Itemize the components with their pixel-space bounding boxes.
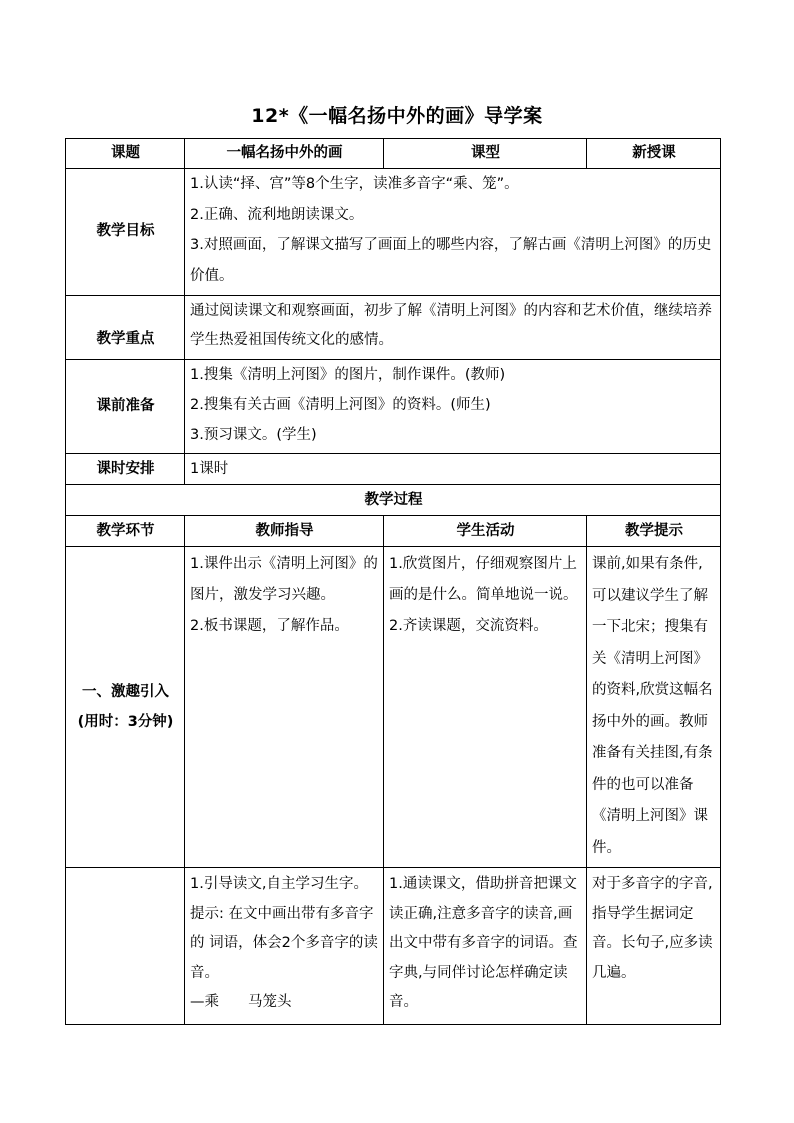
stage-cell — [66, 547, 185, 868]
stage-cell — [66, 868, 185, 1025]
tip-cell: 对于多音字的字音,指导学生据词定音。长句子,应多读几遍。 — [587, 868, 721, 1025]
teacher-item: 1.引导读文,自主学习生字。 — [190, 876, 368, 892]
student-item: 1.通读课文，借助拼音把课文读正确,注意多音字的读音,画出文中带有多音字的词语。查字典,与同伴讨论怎样确定读音。 — [389, 876, 578, 1010]
teacher-cell — [185, 868, 384, 1025]
stage-name: 一、激趣引入 — [82, 683, 169, 700]
student-cell — [384, 868, 587, 1025]
goals-row — [66, 169, 721, 296]
prep-row — [66, 360, 721, 454]
column-teacher: 教师指导 — [185, 516, 384, 547]
lesson-plan-table — [65, 138, 721, 1025]
goal-item: 2.正确、流利地朗读课文。 — [190, 206, 364, 223]
prep-cell — [185, 360, 721, 454]
stage-time: (用时：3分钟) — [77, 713, 174, 730]
process-header: 教学过程 — [66, 485, 721, 516]
process-header-row — [66, 485, 721, 516]
prep-item: 2.搜集有关古画《清明上河图》的资料。(师生) — [190, 397, 491, 413]
student-cell — [384, 547, 587, 868]
type-label: 课型 — [384, 139, 587, 169]
column-stage: 教学环节 — [66, 516, 185, 547]
topic-label: 课题 — [66, 139, 185, 169]
process-row — [66, 868, 721, 1025]
topic-row — [66, 139, 721, 169]
student-item: 2.齐读课题，交流资料。 — [389, 618, 548, 634]
student-item: 1.欣赏图片，仔细观察图片上画的是什么。简单地说一说。 — [389, 556, 578, 603]
column-tip: 教学提示 — [587, 516, 721, 547]
teacher-item: 提示: 在文中画出带有多音字的 词语，体会2个多音字的读音。 — [190, 905, 378, 981]
prep-item: 3.预习课文。(学生) — [190, 427, 317, 443]
teacher-item: 2.板书课题，了解作品。 — [190, 618, 349, 634]
teacher-item: —乘 马笼头 — [190, 994, 292, 1010]
goal-item: 3.对照画面，了解课文描写了画面上的哪些内容，了解古画《清明上河图》的历史价值。 — [190, 237, 712, 284]
prep-item: 1.搜集《清明上河图》的图片，制作课件。(教师) — [190, 367, 506, 383]
page-title: 12*《一幅名扬中外的画》导学案 — [251, 105, 543, 127]
focus-text: 通过阅读课文和观察画面，初步了解《清明上河图》的内容和艺术价值，继续培养学生热爱祖国传统文化的感情。 — [185, 296, 721, 360]
goals-label: 教学目标 — [66, 169, 185, 296]
type-value: 新授课 — [587, 139, 721, 169]
teacher-item: 1.课件出示《清明上河图》的图片，激发学习兴趣。 — [190, 556, 378, 603]
process-row — [66, 547, 721, 868]
teacher-cell — [185, 547, 384, 868]
time-row — [66, 454, 721, 485]
time-value: 1课时 — [185, 454, 721, 485]
time-label: 课时安排 — [66, 454, 185, 485]
tip-cell: 课前,如果有条件,可以建议学生了解一下北宋；搜集有关《清明上河图》的资料,欣赏这幅名扬中外的画。教师准备有关挂图,有条件的也可以准备《清明上河图》课件。 — [587, 547, 721, 868]
focus-row — [66, 296, 721, 360]
column-student: 学生活动 — [384, 516, 587, 547]
goals-cell — [185, 169, 721, 296]
prep-label: 课前准备 — [66, 360, 185, 454]
goal-item: 1.认读“择、宫”等8个生字，读准多音字“乘、笼”。 — [190, 176, 519, 192]
focus-label: 教学重点 — [66, 296, 185, 360]
topic-value: 一幅名扬中外的画 — [185, 139, 384, 169]
process-columns-row — [66, 516, 721, 547]
